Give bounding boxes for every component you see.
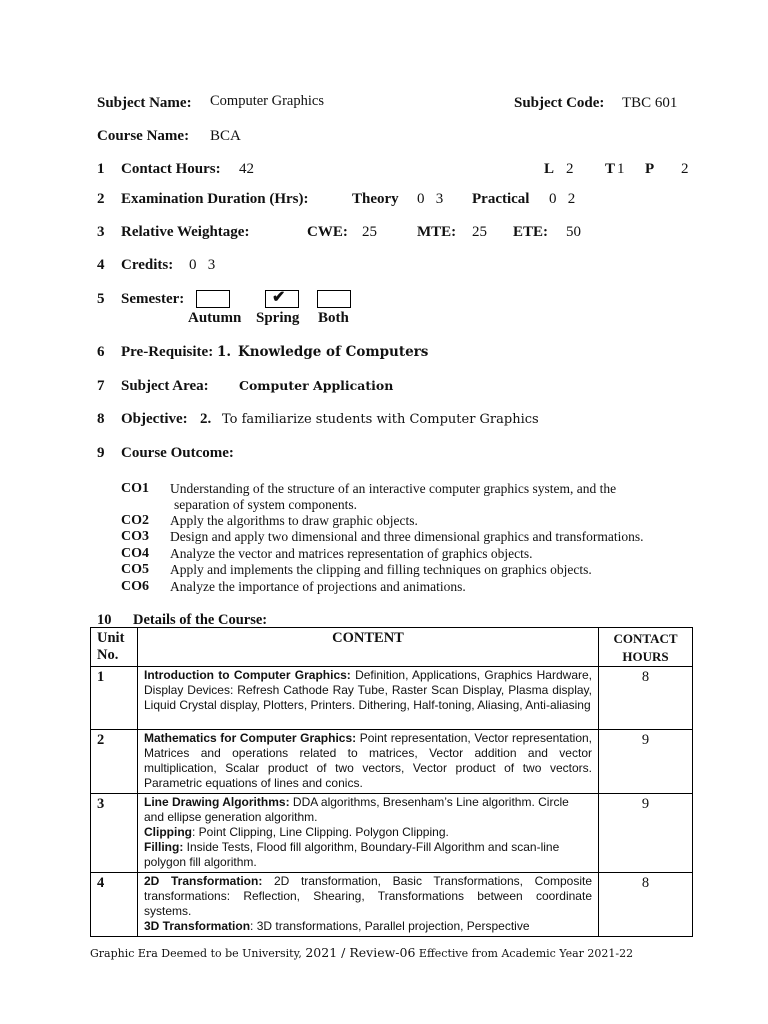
- item-number: 9: [97, 445, 105, 461]
- content-paragraph: [144, 825, 592, 840]
- subject-area-value: Computer Application: [239, 378, 394, 393]
- co-id: CO2: [121, 513, 149, 528]
- practical-label: Practical: [472, 191, 530, 207]
- course-name-label: Course Name:: [97, 128, 190, 144]
- check-icon: ✔: [272, 287, 286, 306]
- contact-hours-label: Contact Hours:: [121, 161, 221, 177]
- contact-hours-value: 42: [239, 161, 254, 177]
- course-outcome-label: Course Outcome:: [121, 445, 234, 461]
- item-number: 7: [97, 378, 105, 394]
- footer-effective: Effective from Academic Year 2021-22: [415, 947, 634, 960]
- practical-value: 0 2: [549, 191, 576, 207]
- table-row: [91, 794, 693, 873]
- co-text: Apply the algorithms to draw graphic objects.: [170, 513, 418, 528]
- cwe-value: 25: [362, 224, 377, 240]
- item-number: 8: [97, 411, 105, 427]
- content-paragraph: [144, 668, 592, 713]
- l-label: L: [544, 161, 555, 177]
- topic-text: : Point Clipping, Line Clipping. Polygon Clipping.: [192, 825, 449, 839]
- footer-review: Review-06: [349, 945, 416, 960]
- unit-hours: 9: [599, 794, 693, 873]
- t-label: T: [605, 161, 616, 177]
- objective-label: Objective:: [121, 411, 188, 427]
- p-value: 2: [681, 161, 689, 177]
- co-text: Understanding of the structure of an interactive computer graphics system, and the: [170, 481, 617, 496]
- cwe-label: CWE:: [307, 224, 348, 240]
- exam-duration-label: Examination Duration (Hrs):: [121, 191, 309, 207]
- topic-heading: Filling:: [144, 840, 184, 854]
- both-checkbox[interactable]: [317, 290, 351, 308]
- content-paragraph: [144, 795, 592, 825]
- footer-text: Graphic Era Deemed to be University,: [90, 947, 306, 960]
- unit-number: 4: [91, 873, 138, 937]
- header-unit-no: Unit No.: [91, 628, 138, 667]
- topic-heading: Clipping: [144, 825, 192, 839]
- topic-heading: 3D Transformation: [144, 919, 251, 933]
- mte-label: MTE:: [417, 224, 457, 240]
- co-id: CO4: [121, 546, 149, 561]
- semester-option-spring: Spring: [256, 310, 300, 326]
- prerequisite-number: 1.: [217, 344, 232, 360]
- topic-heading: Introduction to Computer Graphics:: [144, 668, 351, 682]
- section-number: 10: [97, 612, 112, 628]
- unit-number: 2: [91, 730, 138, 794]
- co-text: Design and apply two dimensional and three dimensional graphics and transformations.: [170, 529, 644, 544]
- ete-value: 50: [566, 224, 581, 240]
- details-title: Details of the Course:: [133, 612, 268, 628]
- unit-number: 1: [91, 667, 138, 730]
- footer-separator: /: [337, 945, 350, 960]
- topic-heading: Line Drawing Algorithms:: [144, 795, 290, 809]
- item-number: 5: [97, 291, 105, 307]
- subject-name-value: Computer Graphics: [210, 93, 324, 109]
- theory-label: Theory: [352, 191, 399, 207]
- theory-value: 0 3: [417, 191, 444, 207]
- unit-content: [138, 873, 599, 937]
- unit-content: [138, 730, 599, 794]
- spring-checkbox[interactable]: [265, 287, 299, 308]
- topic-heading: Mathematics for Computer Graphics:: [144, 731, 357, 745]
- unit-number: 3: [91, 794, 138, 873]
- weightage-label: Relative Weightage:: [121, 224, 250, 240]
- topic-text: DDA algorithms, Bresenham’s Line algorithm. Circle and ellipse generation algorithm.: [144, 795, 569, 824]
- credits-value: 0 3: [189, 257, 216, 273]
- co-id: CO1: [121, 481, 149, 496]
- objective-number: 2.: [200, 411, 212, 427]
- table-header-row: [91, 628, 693, 667]
- semester-option-autumn: Autumn: [188, 310, 242, 326]
- content-paragraph: [144, 840, 592, 870]
- unit-content: [138, 794, 599, 873]
- unit-hours: 8: [599, 873, 693, 937]
- unit-content: [138, 667, 599, 730]
- topic-heading: 2D Transformation:: [144, 874, 263, 888]
- objective-value: To familiarize students with Computer Graphics: [222, 412, 539, 427]
- content-paragraph: [144, 731, 592, 791]
- topic-text: Point representation, Vector representation, Matrices and operations related to matrices, Vector addition and vector multiplication, Scalar product of two vectors, Vector product of two vectors. Parametric equations of lines and conics.: [144, 731, 593, 790]
- co-text: Apply and implements the clipping and filling techniques on graphics objects.: [170, 562, 592, 577]
- item-number: 6: [97, 344, 105, 360]
- semester-label: Semester:: [121, 291, 185, 307]
- topic-text: Definition, Applications, Graphics Hardware, Display Devices: Refresh Cathode Ray Tube, Raster Scan Display, Plasma display, Liquid Crystal display, Plotters, Printers. Dithering, Half-toning, Aliasing, Anti-aliasing: [144, 668, 592, 712]
- prerequisite-label: Pre-Requisite:: [121, 344, 214, 360]
- co-text: Analyze the vector and matrices representation of graphics objects.: [170, 546, 533, 561]
- subject-area-label: Subject Area:: [121, 378, 209, 394]
- footer: [90, 945, 633, 960]
- table-row: [91, 730, 693, 794]
- p-label: P: [645, 161, 655, 177]
- topic-text: : 3D transformations, Parallel projection, Perspective: [250, 919, 530, 933]
- l-value: 2: [566, 161, 574, 177]
- subject-code-label: Subject Code:: [514, 95, 605, 111]
- unit-hours: 9: [599, 730, 693, 794]
- item-number: 3: [97, 224, 105, 240]
- content-paragraph: [144, 874, 592, 919]
- topic-text: 2D transformation, Basic Transformations, Composite transformations: Reflection, Shearing, Transformations between coordinate systems.: [144, 874, 592, 918]
- co-text: Analyze the importance of projections and animations.: [170, 579, 466, 594]
- t-value: 1: [617, 161, 625, 177]
- header-contact-hours: CONTACT HOURS: [599, 628, 693, 667]
- content-paragraph: [144, 919, 592, 934]
- co-id: CO6: [121, 579, 149, 594]
- course-details-table: [90, 627, 693, 937]
- ete-label: ETE:: [513, 224, 549, 240]
- semester-option-both: Both: [318, 310, 349, 326]
- co-text-continued: separation of system components.: [174, 497, 357, 512]
- co-id: CO3: [121, 529, 149, 544]
- prerequisite-value: Knowledge of Computers: [238, 344, 429, 360]
- subject-name-label: Subject Name:: [97, 95, 192, 111]
- mte-value: 25: [472, 224, 487, 240]
- item-number: 1: [97, 161, 105, 177]
- topic-text: Inside Tests, Flood fill algorithm, Boundary-Fill Algorithm and scan-line polygon fill algorithm.: [144, 840, 560, 869]
- item-number: 2: [97, 191, 105, 207]
- unit-hours: 8: [599, 667, 693, 730]
- item-number: 4: [97, 257, 105, 273]
- footer-year: 2021: [305, 945, 338, 960]
- table-row: [91, 667, 693, 730]
- subject-code-value: TBC 601: [622, 95, 678, 111]
- table-row: [91, 873, 693, 937]
- autumn-checkbox[interactable]: [196, 290, 230, 308]
- credits-label: Credits:: [121, 257, 174, 273]
- header-content: CONTENT: [138, 628, 599, 667]
- course-name-value: BCA: [210, 128, 241, 144]
- co-id: CO5: [121, 562, 149, 577]
